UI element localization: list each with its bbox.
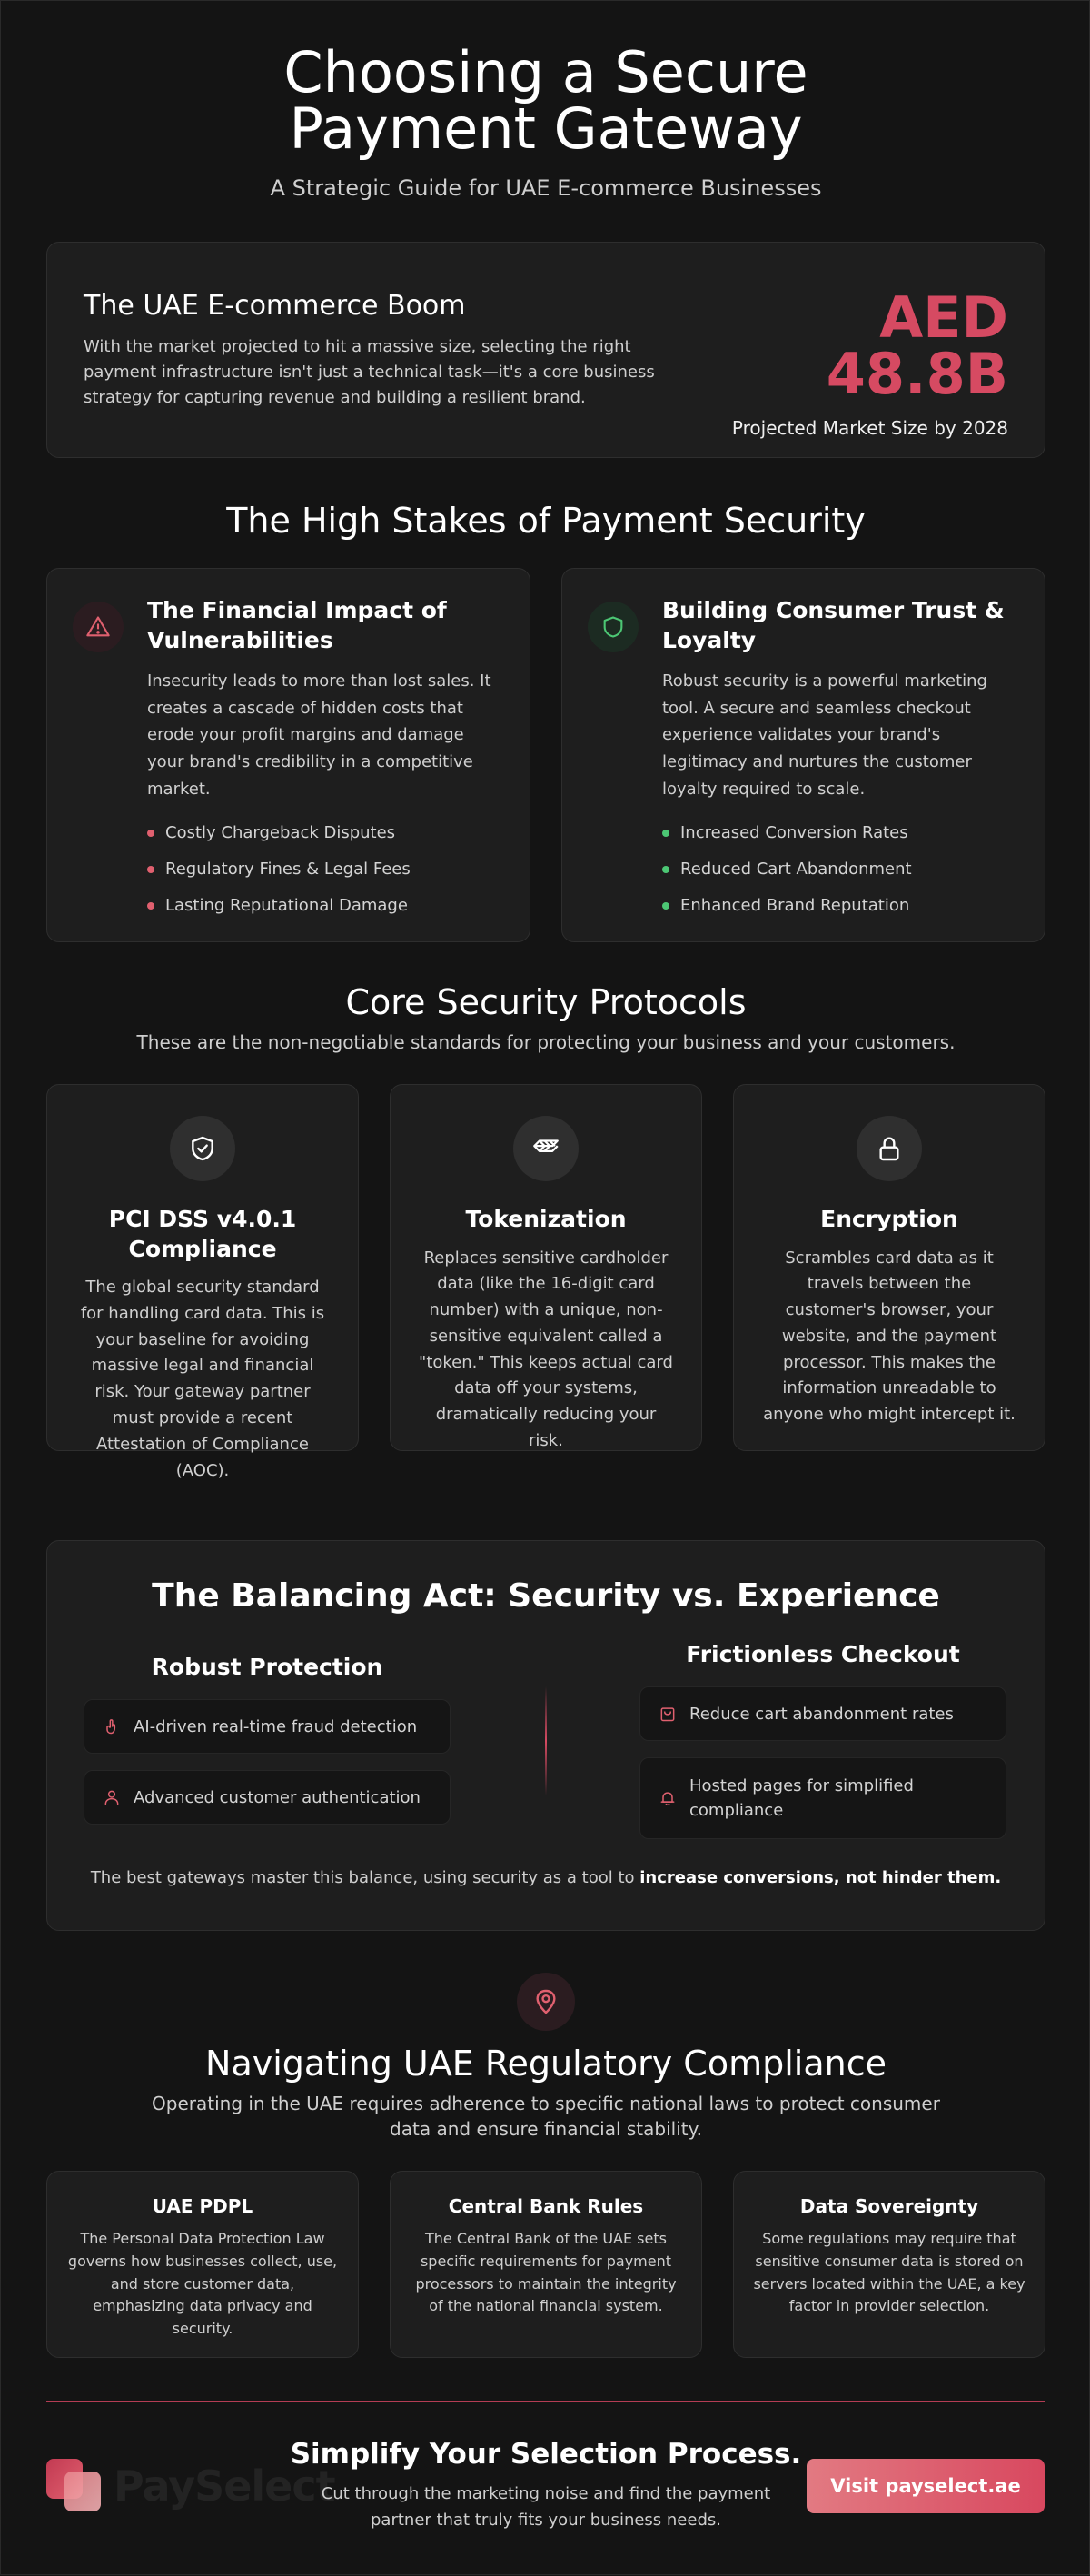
section-divider bbox=[46, 2401, 1045, 2402]
frictionless-checkout-title: Frictionless Checkout bbox=[686, 1641, 960, 1667]
list-item: Lasting Reputational Damage bbox=[147, 888, 504, 924]
authentication-label: Advanced customer authentication bbox=[134, 1787, 421, 1807]
encryption-card bbox=[733, 1084, 1045, 1451]
list-item bbox=[639, 1686, 1006, 1741]
data-sovereignty-text: Some regulations may require that sensitive consumer data is stored on servers located within the UAE, a key factor in provider selection. bbox=[753, 2230, 1026, 2315]
boom-title: The UAE E-commerce Boom bbox=[84, 290, 466, 322]
warning-icon bbox=[73, 602, 124, 652]
logo-mark-icon bbox=[46, 2459, 104, 2513]
stakes-section-title: The High Stakes of Payment Security bbox=[226, 501, 866, 541]
list-item bbox=[84, 1770, 451, 1825]
user-icon bbox=[103, 1788, 121, 1806]
central-bank-title: Central Bank Rules bbox=[448, 2195, 644, 2217]
encryption-title: Encryption bbox=[820, 1206, 958, 1232]
bullet-dot-icon bbox=[662, 866, 669, 873]
boom-text: With the market projected to hit a massive size, selecting the right payment infrastructure isn't just a technical task—it's a core business strategy for capturing revenue and building a resilient brand. bbox=[84, 337, 655, 407]
tokenization-card bbox=[390, 1084, 702, 1451]
bullet-dot-icon bbox=[662, 902, 669, 910]
logo-wordmark: PaySelect bbox=[114, 2462, 335, 2511]
protocols-section-subtitle: These are the non-negotiable standards for protecting your business and your customers. bbox=[136, 1031, 956, 1053]
encryption-text: Scrambles card data as it travels between the customer's browser, your website, and the payment processor. This makes the information unreadable to anyone who might intercept it. bbox=[763, 1248, 1016, 1425]
page-subtitle: A Strategic Guide for UAE E-commerce Businesses bbox=[270, 175, 822, 201]
data-sovereignty-card bbox=[733, 2171, 1045, 2358]
tokenization-title: Tokenization bbox=[465, 1206, 627, 1232]
consumer-trust-card bbox=[561, 568, 1045, 942]
shield-icon bbox=[588, 602, 639, 652]
list-item bbox=[639, 1757, 1006, 1839]
fraud-detection-label: AI-driven real-time fraud detection bbox=[134, 1716, 418, 1736]
regulatory-section-title: Navigating UAE Regulatory Compliance bbox=[205, 2044, 887, 2084]
bell-icon bbox=[659, 1789, 677, 1807]
cta-title: Simplify Your Selection Process. bbox=[290, 2438, 802, 2471]
financial-impact-text: Insecurity leads to more than lost sales. It creates a cascade of hidden costs that erode your profit margins and damage your brand's credibility in a competitive market. bbox=[147, 671, 491, 799]
list-item: Costly Chargeback Disputes bbox=[147, 815, 504, 851]
central-bank-card bbox=[390, 2171, 702, 2358]
uae-pdpl-title: UAE PDPL bbox=[152, 2195, 253, 2217]
cart-abandonment-label: Reduce cart abandonment rates bbox=[689, 1704, 954, 1724]
market-size-value: AED 48.8B bbox=[826, 284, 1008, 407]
list-item bbox=[84, 1699, 451, 1754]
pci-dss-title: PCI DSS v4.0.1 Compliance bbox=[108, 1206, 297, 1262]
market-boom-card bbox=[46, 242, 1045, 458]
list-item: Enhanced Brand Reputation bbox=[662, 888, 1019, 924]
uae-pdpl-card bbox=[46, 2171, 359, 2358]
cta-text: Cut through the marketing noise and find the payment partner that truly fits your business needs. bbox=[321, 2484, 771, 2530]
page-title: Choosing a Secure Payment Gateway bbox=[283, 39, 808, 162]
bullet-dot-icon bbox=[147, 830, 154, 837]
financial-impact-card bbox=[46, 568, 530, 942]
tokenization-text: Replaces sensitive cardholder data (like the 16-digit card number) with a unique, non-sensitive equivalent called a "token." This keeps actual card data off your systems, dramatically reducing your risk. bbox=[419, 1248, 673, 1451]
balance-footer: The best gateways master this balance, using security as a tool to increase conversions, not hinder them. bbox=[90, 1868, 1002, 1887]
pci-dss-text: The global security standard for handling card data. This is your baseline for avoiding massive legal and financial risk. Your gateway partner must provide a recent Attestation of Compliance (AOC). bbox=[80, 1278, 325, 1480]
balancing-act-card bbox=[46, 1540, 1045, 1931]
consumer-trust-list bbox=[662, 815, 1019, 924]
bullet-dot-icon bbox=[662, 830, 669, 837]
robust-protection-title: Robust Protection bbox=[151, 1654, 383, 1680]
bullet-dot-icon bbox=[147, 902, 154, 910]
uae-pdpl-text: The Personal Data Protection Law governs how businesses collect, use, and store customer data, emphasizing data privacy and security. bbox=[67, 2230, 338, 2338]
financial-impact-title: The Financial Impact of Vulnerabilities bbox=[147, 597, 447, 653]
shield-check-icon bbox=[170, 1116, 235, 1181]
touch-icon bbox=[103, 1717, 121, 1736]
balance-title: The Balancing Act: Security vs. Experience bbox=[152, 1577, 940, 1615]
token-icon bbox=[513, 1116, 579, 1181]
consumer-trust-text: Robust security is a powerful marketing tool. A secure and seamless checkout experience validates your brand's legitimacy and nurtures the customer loyalty required to scale. bbox=[662, 671, 987, 799]
protocols-section-title: Core Security Protocols bbox=[345, 982, 747, 1022]
location-pin-icon bbox=[517, 1973, 575, 2031]
regulatory-section-subtitle: Operating in the UAE requires adherence to specific national laws to protect consumer data and ensure financial stability. bbox=[152, 2093, 940, 2140]
data-sovereignty-title: Data Sovereignty bbox=[799, 2195, 979, 2217]
market-size-caption: Projected Market Size by 2028 bbox=[731, 417, 1008, 439]
pci-dss-card bbox=[46, 1084, 359, 1480]
central-bank-text: The Central Bank of the UAE sets specific requirements for payment processors to maintain the integrity of the national financial system. bbox=[415, 2230, 677, 2315]
list-item: Regulatory Fines & Legal Fees bbox=[147, 851, 504, 888]
lock-icon bbox=[857, 1116, 922, 1181]
balance-divider bbox=[545, 1686, 547, 1795]
visit-site-button[interactable]: Visit payselect.ae bbox=[807, 2459, 1045, 2513]
bullet-dot-icon bbox=[147, 866, 154, 873]
page bbox=[1, 1, 1090, 2576]
list-item: Reduced Cart Abandonment bbox=[662, 851, 1019, 888]
financial-impact-list bbox=[147, 815, 504, 924]
consumer-trust-title: Building Consumer Trust & Loyalty bbox=[662, 597, 1005, 653]
shopping-bag-icon bbox=[659, 1705, 677, 1723]
list-item: Increased Conversion Rates bbox=[662, 815, 1019, 851]
hosted-pages-label: Hosted pages for simplified compliance bbox=[689, 1776, 914, 1820]
